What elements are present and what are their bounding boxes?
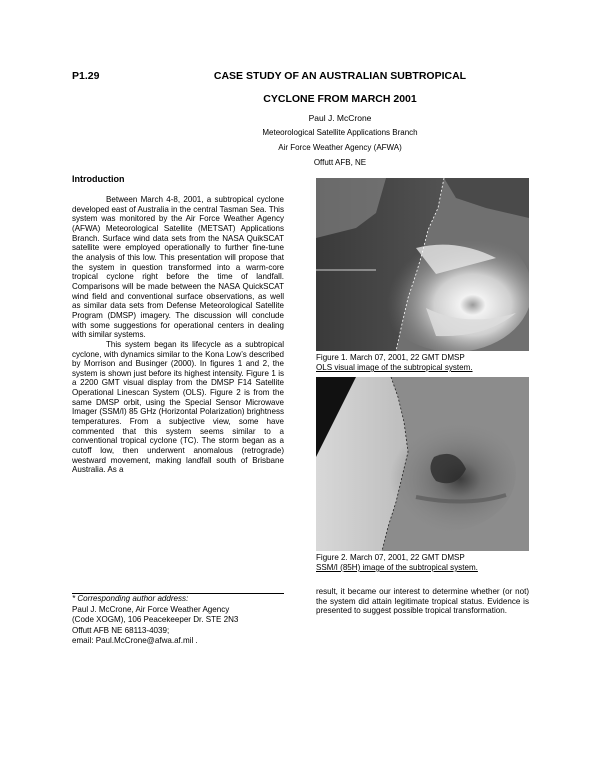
figure-2-caption-line2: SSM/I (85H) image of the subtropical system.: [316, 563, 478, 572]
intro-paragraph-2: This system began its lifecycle as a subtropical cyclone, with dynamics similar to the Kona Low’s described by Morrison and Businger (2000). In figures 1 and 2, the system is shown just before its highest intensity. Figure 1 is a 2200 GMT visual display from the DMSP F14 Satellite Operational Linescan System (OLS). Figure 2 is from the same DMSP orbit, using the Special Sensor Microwave Imager (SSM/I) 85 GHz (Horizontal Polarization) brightness temperatures. From a subjective view, some have commented that this system seems similar to a conventional tropical cyclone (TC). The storm began as a cutoff low, then underwent anomalous (retrograde) westward movement, making landfall south of Brisbane Australia. As a: [72, 339, 284, 475]
figure-1-caption: [316, 353, 529, 373]
paper-title-line2: CYCLONE FROM MARCH 2001: [263, 93, 417, 105]
paper-title-line1: CASE STUDY OF AN AUSTRALIAN SUBTROPICAL: [213, 70, 467, 82]
footnote-heading: * Corresponding author address:: [72, 594, 189, 603]
figure-2-ssmi-image: [316, 377, 529, 551]
footnote-line: email: Paul.McCrone@afwa.af.mil .: [72, 636, 198, 645]
figure-2-caption-line1: Figure 2. March 07, 2001, 22 GMT DMSP: [316, 553, 465, 562]
intro-paragraph-1: Between March 4-8, 2001, a subtropical cyclone developed east of Australia in the central Tasman Sea. This system was monitored by the Air Force Weather Agency (AFWA) Meteorological Satellite (METSAT) Applications Branch. Surface wind data sets from the NASA QuikSCAT satellite were employed operationally to further fine-tune the analysis of this low. This presentation will propose that the system in question transformed into a warm-core tropical cyclone right before the time of landfall. Comparisons will be made between the NASA QuickSCAT wind field and conventional surface observations, as well as similar data sets from Defense Meteorological Satellite Program (DMSP) imagery. The discussion will conclude with some suggestions for operational centers in dealing with similar systems.: [72, 195, 284, 340]
section-heading-introduction: Introduction: [72, 174, 125, 184]
author-name: Paul J. McCrone: [308, 113, 372, 123]
affiliation-line2: Air Force Weather Agency (AFWA): [278, 143, 402, 152]
figure-1-caption-line1: Figure 1. March 07, 2001, 22 GMT DMSP: [316, 353, 465, 362]
affiliation-line1: Meteorological Satellite Applications Branch: [262, 128, 418, 137]
figure-1-caption-line2: OLS visual image of the subtropical system.: [316, 363, 473, 372]
footnote-line: (Code XOGM), 106 Peacekeeper Dr. STE 2N3: [72, 615, 239, 624]
intro-body-left-column: [72, 195, 284, 475]
footnote-line: Offutt AFB NE 68113-4039;: [72, 625, 170, 635]
intro-continuation: result, it became our interest to determine whether (or not) the system did attain legitimate tropical status. Evidence is presented to suggest possible tropical transformation.: [316, 587, 529, 616]
affiliation-line3: Offutt AFB, NE: [313, 158, 367, 167]
figure-1-ols-visual-image: [316, 178, 529, 351]
footnote: [72, 594, 284, 647]
figure-2-caption: [316, 553, 529, 573]
intro-body-right-column: [316, 587, 529, 616]
footnote-line: Paul J. McCrone, Air Force Weather Agency: [72, 604, 230, 614]
paper-id: P1.29: [72, 70, 100, 82]
